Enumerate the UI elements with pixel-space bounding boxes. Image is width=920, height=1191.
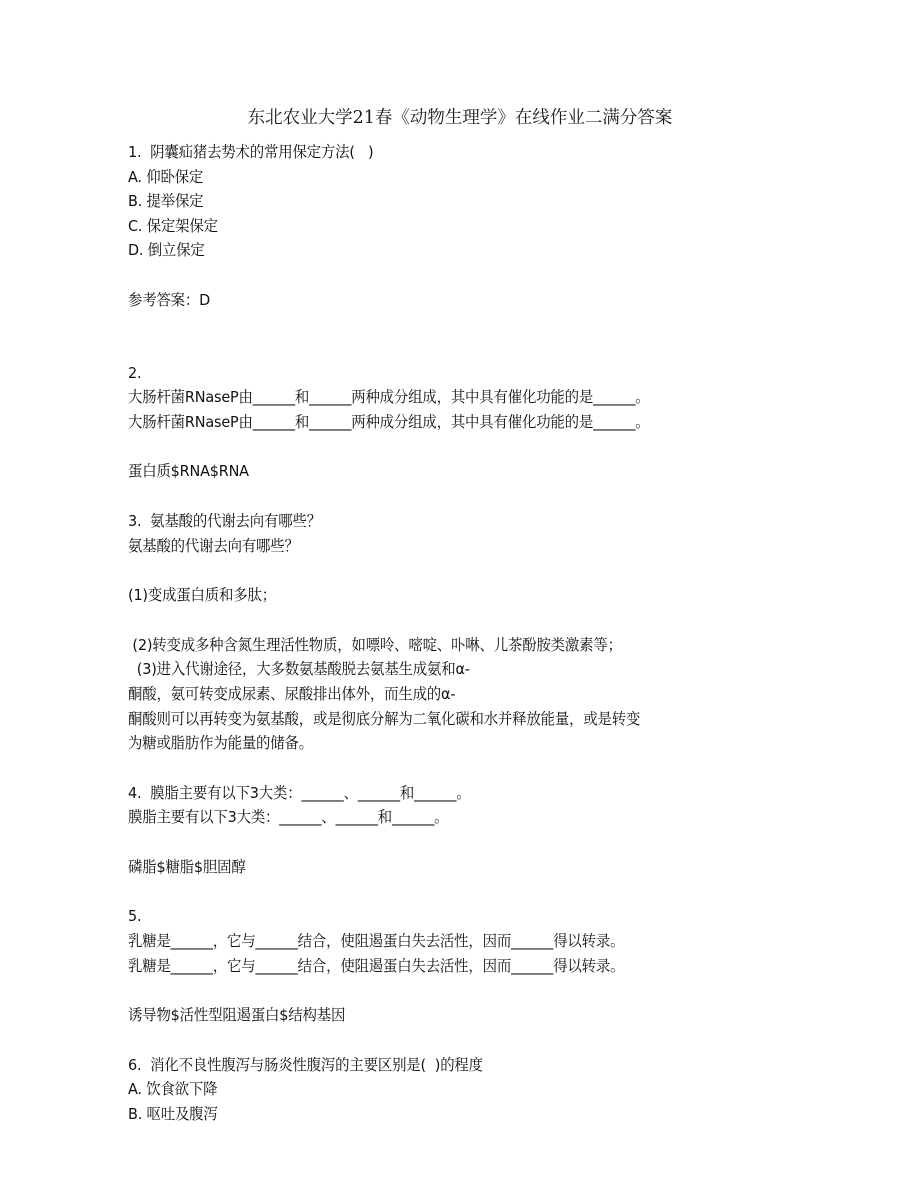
spacer [128,558,828,583]
question-3-answer-part-2: (2)转变成多种含氮生理活性物质，如嘌呤、嘧啶、卟啉、儿茶酚胺类激素等； [128,635,622,654]
spacer [128,879,828,904]
question-5-number: 5. [128,907,142,926]
spacer [128,349,828,361]
page-title: 东北农业大学21春《动物生理学》在线作业二满分答案 [247,108,673,128]
question-3-answer-part-5: 酮酸则可以再转变为氨基酸，或是彻底分解为二氧化碳和水并释放能量，或是转变 [128,709,641,728]
question-1-stem: 1. 阴囊疝猪去势术的常用保定方法( ) [128,143,374,161]
spacer [128,263,828,288]
question-3-answer-part-6: 为糖或脂肪作为能量的储备。 [128,734,313,753]
spacer [128,1028,828,1053]
question-1-option-c[interactable]: C. 保定架保定 [128,216,218,235]
question-3-answer-part-4: 酮酸，氨可转变成尿素、尿酸排出体外，而生成的α- [128,684,456,703]
spacer [128,484,828,509]
question-3-answer-part-3: (3)进入代谢途径，大多数氨基酸脱去氨基生成氨和α- [128,660,470,679]
question-4-answer: 磷脂$糖脂$胆固醇 [128,857,246,876]
question-4-stem: 4. 膜脂主要有以下3大类：______、______和______。 [128,783,471,802]
question-6-option-b[interactable]: B. 呕吐及腹泻 [128,1105,218,1124]
document-body [128,140,828,1127]
question-6-stem: 6. 消化不良性腹泻与肠炎性腹泻的主要区别是( )的程度 [128,1055,483,1074]
question-4-repeat: 膜脂主要有以下3大类：______、______和______。 [128,808,449,827]
question-2-text-line-2: 大肠杆菌RNaseP由______和______两种成分组成，其中具有催化功能的是______。 [128,412,650,431]
spacer [128,978,828,1003]
question-1-option-a[interactable]: A. 仰卧保定 [128,167,204,186]
question-3-repeat: 氨基酸的代谢去向有哪些？ [128,536,299,555]
question-5-answer: 诱导物$活性型阻遏蛋白$结构基因 [128,1006,346,1025]
question-2-answer: 蛋白质$RNA$RNA [128,462,249,481]
question-3-stem: 3. 氨基酸的代谢去向有哪些？ [128,511,321,530]
question-6-option-a[interactable]: A. 饮食欲下降 [128,1080,218,1099]
question-3-answer-part-1: (1)变成蛋白质和多肽； [128,586,276,605]
spacer [128,313,828,349]
spacer [128,830,828,855]
question-5-text-line-2: 乳糖是______，它与______结合，使阻遏蛋白失去活性，因而______得以转录。 [128,956,625,975]
spacer [128,756,828,781]
question-2-number: 2. [128,363,142,382]
question-1-option-d[interactable]: D. 倒立保定 [128,241,205,260]
question-2-text-line-1: 大肠杆菌RNaseP由______和______两种成分组成，其中具有催化功能的是______。 [128,388,650,407]
question-5-text-line-1: 乳糖是______，它与______结合，使阻遏蛋白失去活性，因而______得以转录。 [128,932,625,951]
spacer [128,608,828,633]
spacer [128,434,828,459]
question-1-answer: 参考答案：D [128,290,211,309]
question-1-option-b[interactable]: B. 提举保定 [128,192,204,211]
